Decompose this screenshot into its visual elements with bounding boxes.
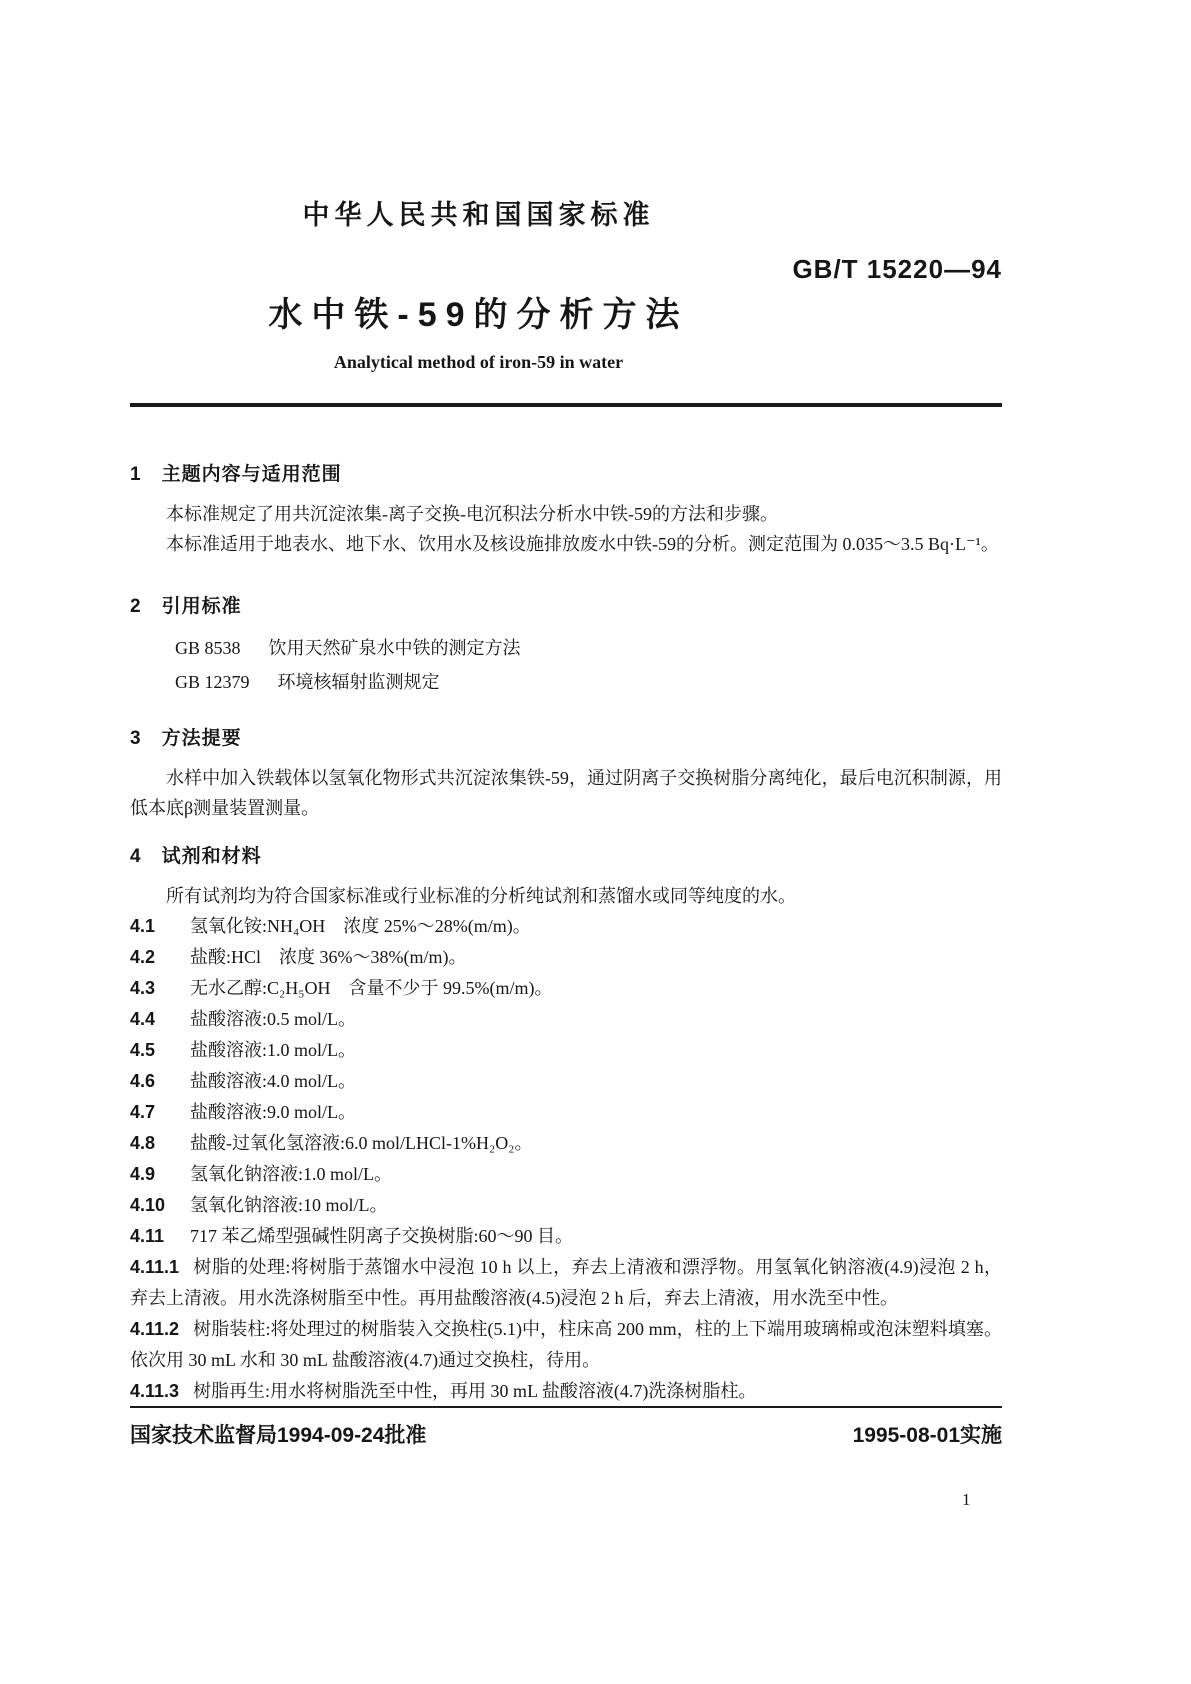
paragraph: 本标准规定了用共沉淀浓集-离子交换-电沉积法分析水中铁-59的方法和步骤。 bbox=[166, 504, 778, 524]
paragraph: 所有试剂均为符合国家标准或行业标准的分析纯试剂和蒸馏水或同等纯度的水。 bbox=[166, 886, 796, 906]
header-divider bbox=[130, 403, 1002, 407]
reference-title: 环境核辐射监测规定 bbox=[277, 672, 440, 692]
item-number: 4.6 bbox=[130, 1071, 156, 1091]
reagent-item bbox=[130, 1221, 1002, 1252]
item-number: 4.7 bbox=[130, 1102, 156, 1122]
standard-number: GB/T 15220—94 bbox=[792, 254, 1002, 284]
item-number: 4.5 bbox=[130, 1040, 156, 1060]
reagent-item bbox=[130, 942, 1002, 973]
footer-divider bbox=[130, 1406, 1002, 1408]
reagent-item bbox=[130, 1004, 1002, 1035]
reference-code: GB 8538 bbox=[175, 638, 241, 658]
item-text: 盐酸-过氧化氢溶液:6.0 mol/LHCl-1%H₂O₂。 bbox=[190, 1133, 533, 1153]
approval-notice: 国家技术监督局1994-09-24批准 bbox=[130, 1424, 427, 1447]
section-heading: 1 主题内容与适用范围 bbox=[130, 464, 342, 485]
reference-code: GB 12379 bbox=[175, 672, 250, 692]
reagent-item bbox=[130, 1190, 1002, 1221]
item-number: 4.8 bbox=[130, 1133, 156, 1153]
item-text: 氢氧化钠溶液:1.0 mol/L。 bbox=[190, 1164, 392, 1184]
reagent-subitem bbox=[130, 1252, 1002, 1314]
item-number: 4.1 bbox=[130, 916, 156, 936]
item-number: 4.11.2 bbox=[130, 1319, 180, 1339]
reagent-item bbox=[130, 1035, 1002, 1066]
reagent-item bbox=[130, 1159, 1002, 1190]
paragraph: 本标准适用于地表水、地下水、饮用水及核设施排放废水中铁-59的分析。测定范围为 0.035～3.5 Bq·L⁻¹。 bbox=[166, 534, 999, 554]
paragraph: 水样中加入铁载体以氢氧化物形式共沉淀浓集铁-59，通过阴离子交换树脂分离纯化，最后电沉积制源，用低本底β测量装置测量。 bbox=[130, 768, 1002, 818]
reference-item bbox=[130, 631, 1002, 665]
item-text: 717 苯乙烯型强碱性阴离子交换树脂:60～90 目。 bbox=[190, 1226, 573, 1246]
item-text: 树脂再生:用水将树脂洗至中性，再用 30 mL 盐酸溶液(4.7)洗涤树脂柱。 bbox=[193, 1381, 757, 1401]
section-method-summary bbox=[130, 727, 1002, 823]
page-content bbox=[130, 0, 1002, 1407]
item-number: 4.10 bbox=[130, 1195, 166, 1215]
item-text: 树脂装柱:将处理过的树脂装入交换柱(5.1)中，柱床高 200 mm，柱的上下端用玻璃棉或泡沫塑料填塞。依次用 30 mL 水和 30 mL 盐酸溶液(4.7)通过交换柱，待用。 bbox=[130, 1319, 1002, 1370]
section-references bbox=[130, 595, 1002, 699]
item-text: 树脂的处理:将树脂于蒸馏水中浸泡 10 h 以上，弃去上清液和漂浮物。用氢氧化钠溶液(4.9)浸泡 2 h，弃去上清液。用水洗涤树脂至中性。再用盐酸溶液(4.5)浸泡 2 h 后，弃去上清液，用水洗至中性。 bbox=[130, 1257, 1002, 1308]
section-heading: 2 引用标准 bbox=[130, 596, 242, 617]
reagent-subitem bbox=[130, 1314, 1002, 1376]
document-header bbox=[130, 0, 1002, 407]
reagent-item bbox=[130, 973, 1002, 1004]
item-text: 氢氧化铵:NH₄OH 浓度 25%～28%(m/m)。 bbox=[190, 916, 531, 936]
reference-item bbox=[130, 665, 1002, 699]
implementation-date: 1995-08-01实施 bbox=[852, 1424, 1002, 1447]
item-number: 4.2 bbox=[130, 947, 156, 967]
reagent-item bbox=[130, 1066, 1002, 1097]
item-number: 4.11.3 bbox=[130, 1381, 180, 1401]
item-text: 盐酸溶液:9.0 mol/L。 bbox=[190, 1102, 356, 1122]
document-title-zh: 水中铁-59的分析方法 bbox=[268, 296, 689, 334]
item-number: 4.4 bbox=[130, 1009, 156, 1029]
reagent-item bbox=[130, 1128, 1002, 1159]
item-text: 氢氧化钠溶液:10 mol/L。 bbox=[190, 1195, 388, 1215]
item-text: 盐酸溶液:4.0 mol/L。 bbox=[190, 1071, 356, 1091]
item-text: 盐酸溶液:1.0 mol/L。 bbox=[190, 1040, 356, 1060]
reagent-subitem bbox=[130, 1376, 1002, 1407]
document-body bbox=[130, 463, 1002, 1407]
reference-title: 饮用天然矿泉水中铁的测定方法 bbox=[268, 638, 521, 658]
item-number: 4.9 bbox=[130, 1164, 156, 1184]
item-number: 4.3 bbox=[130, 978, 156, 998]
item-number: 4.11.1 bbox=[130, 1257, 180, 1277]
document-title-en: Analytical method of iron-59 in water bbox=[333, 352, 624, 372]
item-text: 盐酸溶液:0.5 mol/L。 bbox=[190, 1009, 356, 1029]
section-heading: 3 方法提要 bbox=[130, 728, 242, 749]
section-scope bbox=[130, 463, 1002, 559]
standard-type-label: 中华人民共和国国家标准 bbox=[302, 200, 655, 230]
section-reagents bbox=[130, 845, 1002, 1407]
item-text: 盐酸:HCl 浓度 36%～38%(m/m)。 bbox=[190, 947, 467, 967]
reagent-item bbox=[130, 911, 1002, 942]
item-number: 4.11 bbox=[130, 1226, 165, 1246]
page-number: 1 bbox=[962, 1490, 971, 1509]
item-text: 无水乙醇:C₂H₅OH 含量不少于 99.5%(m/m)。 bbox=[190, 978, 553, 998]
section-heading: 4 试剂和材料 bbox=[130, 846, 262, 867]
reagent-item bbox=[130, 1097, 1002, 1128]
document-footer bbox=[130, 1406, 1002, 1449]
